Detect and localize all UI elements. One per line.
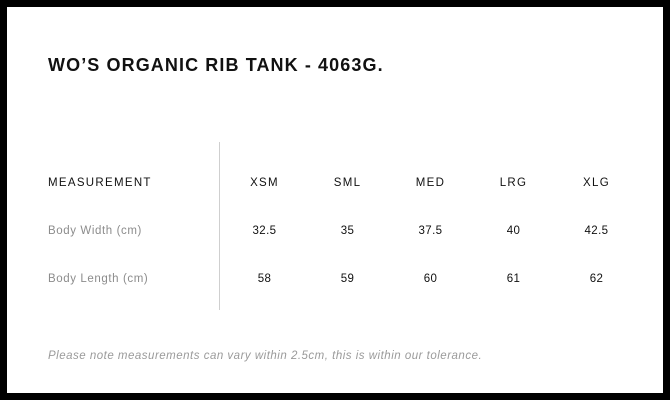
header-size-sml: SML	[333, 177, 362, 189]
cell-body-width-sml: 35	[340, 225, 355, 237]
cell-body-width-lrg: 40	[506, 225, 521, 237]
tolerance-note: Please note measurements can vary within 2.5cm, this is within our tolerance.	[48, 350, 483, 362]
row-label-body-width: Body Width (cm)	[48, 225, 142, 237]
header-size-xlg: XLG	[583, 177, 610, 189]
table-header-row	[48, 159, 638, 207]
header-size-med: MED	[415, 177, 446, 189]
page-title: WO’S ORGANIC RIB TANK - 4063G.	[48, 55, 384, 75]
cell-body-width-xlg: 42.5	[584, 225, 609, 237]
table-row	[48, 255, 638, 303]
cell-body-length-xsm: 58	[257, 273, 272, 285]
table-header	[48, 159, 638, 207]
cell-body-length-xlg: 62	[589, 273, 604, 285]
table-body	[48, 207, 638, 303]
header-size-lrg: LRG	[499, 177, 528, 189]
row-label-body-length: Body Length (cm)	[48, 273, 149, 285]
size-chart-sheet	[7, 7, 663, 393]
cell-body-length-med: 60	[423, 273, 438, 285]
size-table	[48, 159, 638, 303]
cell-body-width-xsm: 32.5	[252, 225, 277, 237]
header-size-xsm: XSM	[250, 177, 279, 189]
cell-body-width-med: 37.5	[418, 225, 443, 237]
table-row	[48, 207, 638, 255]
cell-body-length-lrg: 61	[506, 273, 521, 285]
cell-body-length-sml: 59	[340, 273, 355, 285]
header-measurement: MEASUREMENT	[48, 177, 152, 189]
